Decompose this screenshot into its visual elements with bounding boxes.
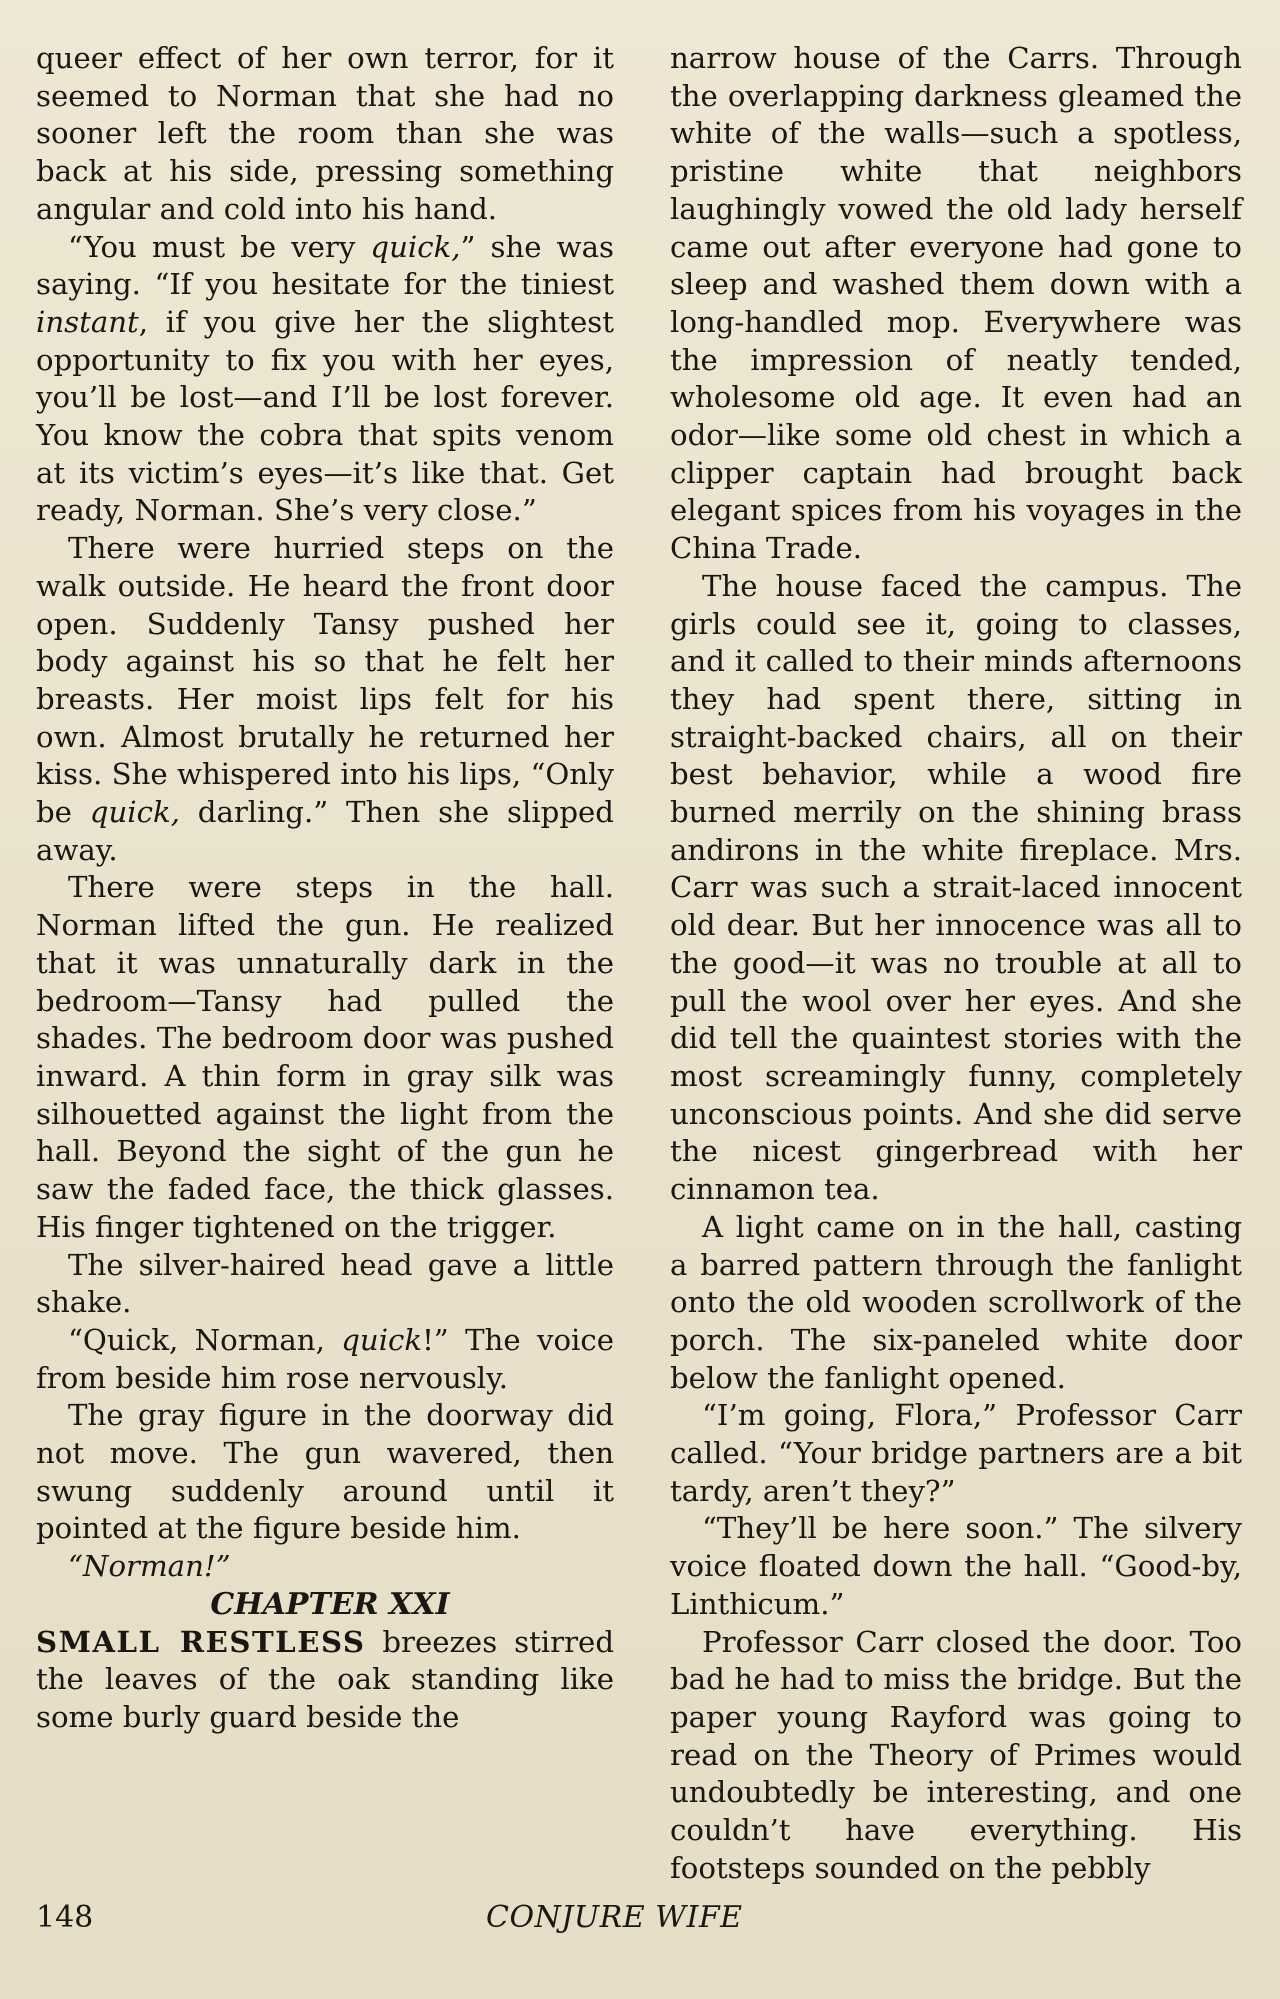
paragraph: A light came on in the hall, casting a barred pattern through the fanlight onto the old wooden scrollwork of the porch. The six-paneled white door below the fanlight opened. (670, 1209, 1242, 1395)
text-run: breezes stirred the leaves of the oak standing like some burly guard beside the (36, 1624, 615, 1734)
text-run: There were hurried steps on the walk outside. He heard the front door open. Suddenly Tansy pushed her body against his so that he felt her breasts. Her moist lips felt for his own. Almost brutally he returned her kiss. She whispered into his lips, “Only be (36, 531, 614, 830)
paragraph: queer effect of her own terror, for it seemed to Norman that she had no sooner left the room than she was back at his side, pressing something angular and cold into his hand. (36, 41, 614, 226)
text-run: “You must be very (68, 229, 371, 264)
lead-in: SMALL RESTLESS (36, 1624, 366, 1659)
text-run: !” The voice from beside him rose nervously. (36, 1322, 614, 1395)
emphasis: quick, (370, 229, 461, 264)
emphasis: quick (341, 1322, 423, 1357)
paragraph: The silver-haired head gave a little shake. (36, 1247, 614, 1320)
paragraph (36, 1548, 614, 1586)
chapter-heading: CHAPTER XXI (210, 1586, 450, 1622)
paragraph: “I’m going, Flora,” Professor Carr called. “Your bridge partners are a bit tardy, aren’t they?” (670, 1398, 1242, 1508)
text-run: darling.” Then she slipped away. (36, 795, 614, 867)
text-run: ” she was saying. “If you hesitate for the tiniest (36, 229, 614, 302)
emphasis: quick, (89, 795, 180, 830)
running-title: CONJURE WIFE (486, 1900, 743, 1935)
right-column (670, 40, 1242, 1887)
emphasis: instant (36, 304, 139, 339)
page-number: 148 (36, 1900, 94, 1935)
left-column (36, 40, 614, 1737)
paragraph: “They’ll be here soon.” The silvery voice floated down the hall. “Good-by, Linthicum.” (670, 1511, 1242, 1621)
paragraph (36, 530, 614, 869)
text-run: “Quick, Norman, (68, 1322, 342, 1357)
text-run: , if you give her the slightest opportunity to fix you with her eyes, you’ll be lost—and I’ll be lost forever. You know the cobra that spits venom at its victim’s eyes—it’s like that. Get ready, Norman. She’s very close.” (36, 304, 614, 528)
emphasis: “Norman!” (68, 1549, 231, 1584)
paragraph (36, 1624, 614, 1737)
paragraph: narrow house of the Carrs. Through the overlapping darkness gleamed the white of the walls—such a spotless, pristine white that neighbors laughingly vowed the old lady herself came out after everyone had gone to sleep and washed them down with a long-handled mop. Everywhere was the impression of neatly tended, wholesome old age. It even had an odor—like some old chest in which a clipper captain had brought back elegant spices from his voyages in the China Trade. (670, 41, 1242, 566)
paragraph (36, 229, 614, 531)
paragraph: The house faced the campus. The girls could see it, going to classes, and it called to their minds afternoons they had spent there, sitting in straight-backed chairs, all on their best behavior, while a wood fire burned merrily on the shining brass andirons in the white fireplace. Mrs. Carr was such a strait-laced innocent old dear. But her innocence was all to the good—it was no trouble at all to pull the wool over her eyes. And she did tell the quaintest stories with the most screamingly funny, completely unconscious points. And she did serve the nicest gingerbread with her cinnamon tea. (670, 568, 1242, 1207)
paragraph (36, 1322, 614, 1397)
paragraph: There were steps in the hall. Norman lifted the gun. He realized that it was unnaturally dark in the bedroom—Tansy had pulled the shades. The bedroom door was pushed inward. A thin form in gray silk was silhouetted against the light from the hall. Beyond the sight of the gun he saw the faded face, the thick glasses. His finger tightened on the trigger. (36, 870, 614, 1244)
paragraph: The gray figure in the doorway did not move. The gun wavered, then swung suddenly around until it pointed at the figure beside him. (36, 1398, 614, 1546)
paragraph: Professor Carr closed the door. Too bad he had to miss the bridge. But the paper young Rayford was going to read on the Theory of Primes would undoubtedly be interesting, and one couldn’t have everything. His footsteps sounded on the pebbly (670, 1624, 1242, 1885)
